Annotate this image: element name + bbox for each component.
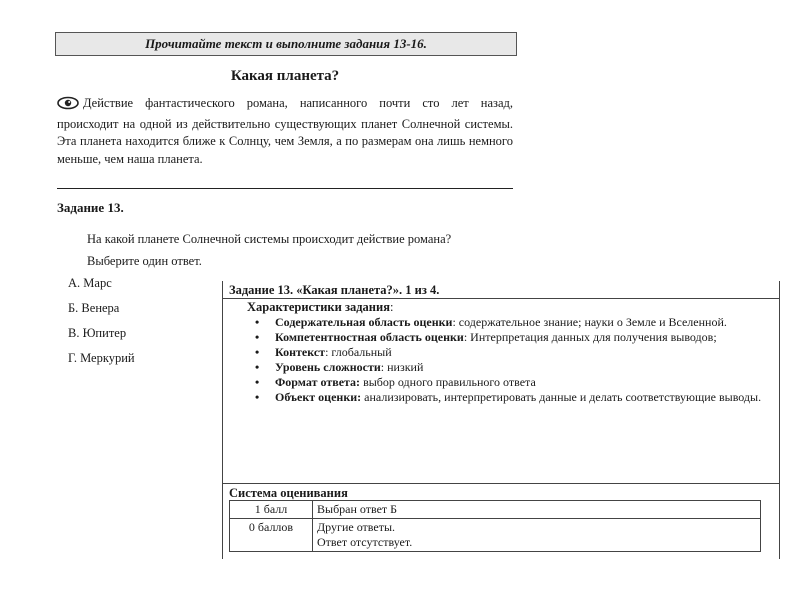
banner-text: Прочитайте текст и выполните задания 13-16.	[145, 36, 427, 51]
answer-options	[68, 276, 135, 376]
option-a[interactable]: А. Марс	[68, 276, 112, 290]
scoring-table	[229, 500, 761, 552]
list-item: • Уровень сложности: низкий	[275, 360, 795, 375]
text-title: Какая планета?	[230, 68, 340, 84]
task-question	[87, 228, 527, 272]
list-item: • Контекст: глобальный	[275, 345, 795, 360]
section-divider	[57, 188, 513, 189]
score-cell: 1 балл	[230, 501, 313, 519]
option-c[interactable]: В. Юпитер	[68, 326, 127, 340]
list-item: • Компетентностная область оценки: Интерпретация данных для получения выводов;	[275, 330, 795, 345]
panel-divider	[223, 298, 779, 299]
list-item: • Формат ответа: выбор одного правильного ответа	[275, 375, 795, 390]
task-characteristics-panel	[222, 281, 780, 559]
task-heading: Задание 13.	[57, 200, 124, 215]
option-d[interactable]: Г. Меркурий	[68, 351, 135, 365]
intro-text: Действие фантастического романа, написанного почти сто лет назад, происходит на одной из действительно существующих планет Солнечной системы. Эта планета находится ближе к Солнцу, чем Земля, а по размерам она лишь немного меньше, чем наша планета.	[57, 96, 513, 166]
desc-cell: Другие ответы. Ответ отсутствует.	[313, 519, 761, 552]
score-cell: 0 баллов	[230, 519, 313, 552]
list-item: • Содержательная область оценки: содержательное знание; науки о Земле и Вселенной.	[275, 315, 795, 330]
instruction-banner	[55, 32, 517, 56]
option-b[interactable]: Б. Венера	[68, 301, 120, 315]
panel-divider	[223, 483, 779, 484]
desc-cell: Выбран ответ Б	[313, 501, 761, 519]
characteristics-heading: Характеристики задания:	[247, 300, 394, 314]
list-item: • Объект оценки: анализировать, интерпретировать данные и делать соответствующие выводы.	[275, 390, 795, 405]
table-row	[230, 501, 761, 519]
question-instruction: Выберите один ответ.	[87, 254, 202, 268]
panel-title: Задание 13. «Какая планета?». 1 из 4.	[229, 283, 440, 297]
eye-icon	[57, 96, 79, 116]
characteristics-list	[243, 315, 795, 405]
question-text: На какой планете Солнечной системы происходит действие романа?	[87, 232, 452, 246]
table-row	[230, 519, 761, 552]
intro-paragraph	[57, 95, 513, 168]
scoring-heading: Система оценивания	[229, 486, 348, 500]
